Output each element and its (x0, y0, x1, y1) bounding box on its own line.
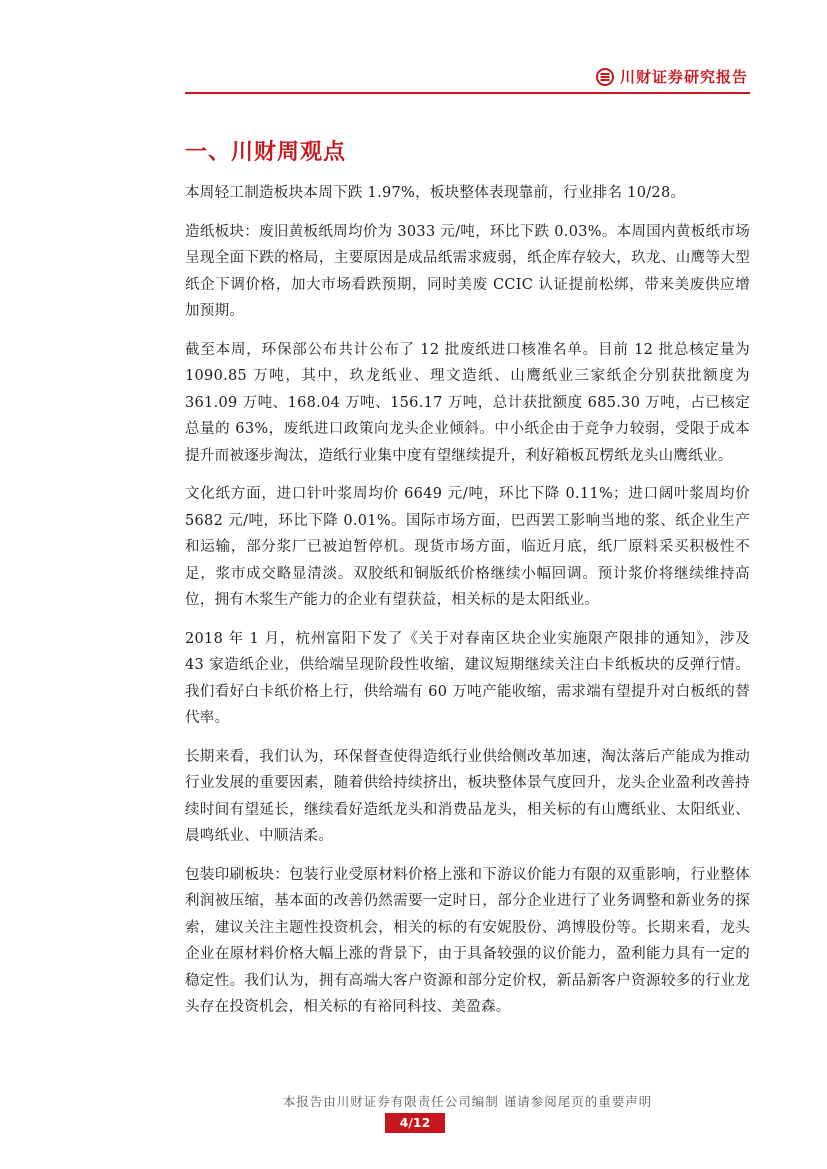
paragraph: 长期来看，我们认为，环保督查使得造纸行业供给侧改革加速，淘汰落后产能成为推动行业发展的重要因素，随着供给持续挤出，板块整体景气度回升，龙头企业盈利改善持续时间有望延长，继续看好造纸龙头和消费品龙头，相关标的有山鹰纸业、太阳纸业、晨鸣纸业、中顺洁柔。 (185, 748, 750, 844)
logo-icon (596, 68, 614, 86)
page-header (185, 62, 750, 94)
paragraph: 造纸板块：废旧黄板纸周均价为 3033 元/吨，环比下跌 0.03%。本周国内黄板纸市场呈现全面下跌的格局，主要原因是成品纸需求疲弱，纸企库存较大，玖龙、山鹰等大型纸企下调价格，加大市场看跌预期，同时美废 CCIC 认证提前松绑，带来美废供应增加预期。 (185, 223, 750, 319)
paragraph: 截至本周，环保部公布共计公布了 12 批废纸进口核准名单。目前 12 批总核定量为 1090.85 万吨，其中，玖龙纸业、理文造纸、山鹰纸业三家纸企分别获批额度为 361.09 万吨、168.04 万吨、156.17 万吨，总计获批额度 685.30 万吨，占已核定总量的 63%，废纸进口政策向龙头企业倾斜。中小纸企由于竞争力较弱，受限于成本提升而被逐步淘汰，造纸行业集中度有望继续提升，利好箱板瓦楞纸龙头山鹰纸业。 (185, 341, 750, 464)
brand-text: 川财证券研究报告 (619, 68, 748, 86)
page-number: 4/12 (385, 1113, 445, 1133)
header-divider (185, 92, 750, 94)
paragraph: 本周轻工制造板块本周下跌 1.97%，板块整体表现靠前，行业排名 10/28。 (185, 185, 686, 201)
paragraph: 2018 年 1 月，杭州富阳下发了《关于对春南区块企业实施限产限排的通知》，涉及 43 家造纸企业，供给端呈现阶段性收缩，建议短期继续关注白卡纸板块的反弹行情。我们看好白卡纸价格上行，供给端有 60 万吨产能收缩，需求端有望提升对白板纸的替代率。 (185, 630, 750, 726)
report-body (185, 180, 750, 1033)
brand (596, 66, 748, 87)
footer-disclaimer: 本报告由川财证券有限责任公司编制 谨请参阅尾页的重要声明 (282, 1094, 653, 1109)
paragraph: 文化纸方面，进口针叶浆周均价 6649 元/吨，环比下降 0.11%；进口阔叶浆周均价 5682 元/吨，环比下降 0.01%。国际市场方面，巴西罢工影响当地的浆、纸企业生产和运输，部分浆厂已被迫暂停机。现货市场方面，临近月底，纸厂原料采买积极性不足，浆市成交略显清淡。双胶纸和铜版纸价格继续小幅回调。预计浆价将继续维持高位，拥有木浆生产能力的企业有望获益，相关标的是太阳纸业。 (185, 486, 750, 608)
section-title: 一、川财周观点 (185, 140, 347, 165)
paragraph: 包装印刷板块：包装行业受原材料价格上涨和下游议价能力有限的双重影响，行业整体利润被压缩，基本面的改善仍然需要一定时日，部分企业进行了业务调整和新业务的探索，建议关注主题性投资机会，相关的标的有安妮股份、鸿博股份等。长期来看，龙头企业在原材料价格大幅上涨的背景下，由于具备较强的议价能力，盈利能力具有一定的稳定性。我们认为，拥有高端大客户资源和部分定价权，新品新客户资源较多的行业龙头存在投资机会，相关标的有裕同科技、美盈森。 (185, 866, 750, 1015)
